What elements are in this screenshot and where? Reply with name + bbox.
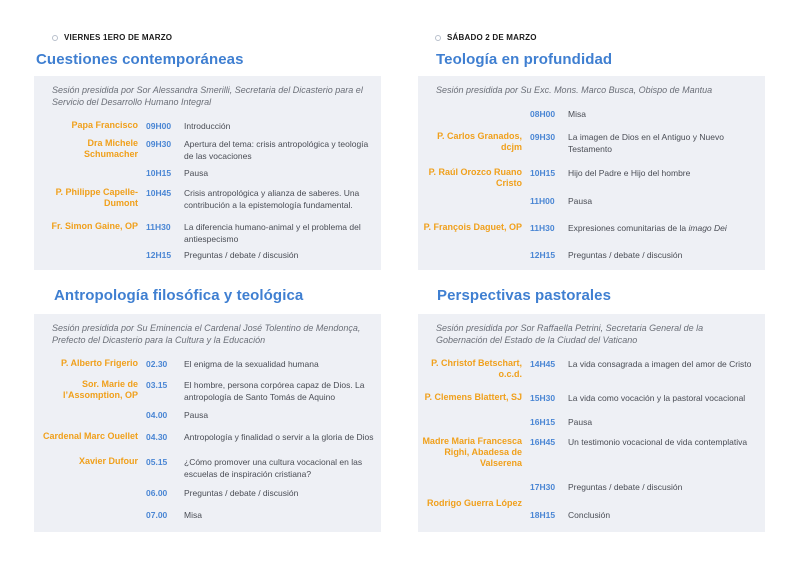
speaker-name: P. Philippe Capelle-Dumont bbox=[55, 187, 138, 208]
talk-title: Preguntas / debate / discusión bbox=[568, 250, 683, 260]
session-panel bbox=[34, 314, 381, 532]
talk-title-text: Expresiones comunitarias de la bbox=[568, 223, 687, 233]
talk-title: Pausa bbox=[568, 417, 593, 427]
talk-title: Preguntas / debate / discusión bbox=[184, 488, 299, 498]
section-title: Antropología filosófica y teológica bbox=[54, 287, 304, 304]
speaker-name: Fr. Simon Gaine, OP bbox=[51, 221, 138, 231]
bullet-icon bbox=[52, 35, 58, 41]
speaker-name: P. Carlos Granados, dcjm bbox=[437, 131, 522, 152]
time-slot: 14H45 bbox=[530, 359, 556, 369]
speaker-name: P. François Daguet, OP bbox=[423, 222, 522, 232]
talk-title: Pausa bbox=[568, 196, 593, 206]
talk-title: Pausa bbox=[184, 168, 209, 178]
talk-title: Apertura del tema: crisis antropológica y teología de las vocaciones bbox=[184, 139, 369, 161]
time-slot: 16H45 bbox=[530, 437, 556, 447]
time-slot: 10H15 bbox=[530, 168, 556, 178]
talk-title: Pausa bbox=[184, 410, 209, 420]
time-slot: 02.30 bbox=[146, 359, 168, 369]
session-panel bbox=[34, 76, 381, 270]
time-slot: 11H00 bbox=[530, 196, 555, 206]
talk-title: Preguntas / debate / discusión bbox=[184, 250, 299, 260]
time-slot: 04.30 bbox=[146, 432, 168, 442]
talk-title-italic: imago Dei bbox=[688, 223, 727, 233]
talk-title: Hijo del Padre e Hijo del hombre bbox=[568, 168, 691, 178]
section-title: Perspectivas pastorales bbox=[437, 287, 612, 304]
talk-title: Introducción bbox=[184, 121, 231, 131]
section-title: Teología en profundidad bbox=[436, 51, 613, 68]
time-slot: 07.00 bbox=[146, 510, 168, 520]
day-label: VIERNES 1ERO DE MARZO bbox=[64, 33, 173, 42]
speaker-name: Madre Maria Francesca Righi, Abadesa de Valserena bbox=[422, 436, 522, 468]
speaker-name: P. Clemens Blattert, SJ bbox=[424, 392, 522, 402]
time-slot: 16H15 bbox=[530, 417, 556, 427]
talk-title: La imagen de Dios en el Antiguo y Nuevo Testamento bbox=[568, 132, 724, 154]
time-slot: 09H30 bbox=[530, 132, 556, 142]
time-slot: 09H30 bbox=[146, 139, 172, 149]
day-header bbox=[52, 33, 172, 42]
section-title: Cuestiones contemporáneas bbox=[36, 51, 244, 68]
time-slot: 15H30 bbox=[530, 393, 556, 403]
time-slot: 05.15 bbox=[146, 457, 168, 467]
session-chair: Sesión presidida por Sor Alessandra Smerilli, Secretaria del Dicasterio para el Servicio del Desarrollo Humano Integral bbox=[52, 85, 363, 107]
speaker-name: Papa Francisco bbox=[71, 120, 138, 130]
day-header bbox=[435, 33, 537, 42]
time-slot: 08H00 bbox=[530, 109, 556, 119]
talk-title: La vida como vocación y la pastoral vocacional bbox=[568, 393, 746, 403]
time-slot: 10H15 bbox=[146, 168, 172, 178]
talk-title: Antropología y finalidad o servir a la gloria de Dios bbox=[184, 432, 374, 442]
time-slot: 03.15 bbox=[146, 380, 168, 390]
time-slot: 17H30 bbox=[530, 482, 556, 492]
talk-title: La vida consagrada a imagen del amor de Cristo bbox=[568, 359, 752, 369]
bullet-icon bbox=[435, 35, 441, 41]
speaker-name: P. Christof Betschart, o.c.d. bbox=[431, 358, 522, 379]
time-slot: 18H15 bbox=[530, 510, 556, 520]
talk-title: ¿Cómo promover una cultura vocacional en las escuelas de inspiración cristiana? bbox=[184, 457, 363, 479]
speaker-name: Xavier Dufour bbox=[78, 456, 138, 466]
talk-title: Preguntas / debate / discusión bbox=[568, 482, 683, 492]
session-chair: Sesión presidida por Su Exc. Mons. Marco Busca, Obispo de Mantua bbox=[436, 85, 713, 95]
talk-title: Misa bbox=[184, 510, 202, 520]
session-chair: Sesión presidida por Sor Raffaella Petrini, Secretaria General de la Gobernación del Estado de la Ciudad del Vaticano bbox=[436, 323, 704, 345]
speaker-name: Rodrigo Guerra López bbox=[426, 498, 522, 508]
speaker-name: Cardenal Marc Ouellet bbox=[42, 431, 138, 441]
time-slot: 11H30 bbox=[530, 223, 555, 233]
talk-title: Crisis antropológica y alianza de saberes. Una contribución a la epistemología fundamental. bbox=[184, 188, 360, 210]
speaker-name: P. Raúl Orozco Ruano Cristo bbox=[428, 167, 522, 188]
talk-title: Un testimonio vocacional de vida contemplativa bbox=[568, 437, 748, 447]
talk-title: El hombre, persona corpórea capaz de Dios. La antropología de Santo Tomás de Aquino bbox=[184, 380, 365, 402]
time-slot: 06.00 bbox=[146, 488, 168, 498]
talk-title bbox=[568, 222, 764, 234]
time-slot: 12H15 bbox=[146, 250, 172, 260]
time-slot: 09H00 bbox=[146, 121, 172, 131]
talk-title: La diferencia humano-animal y el problema del antiespecismo bbox=[184, 222, 361, 244]
talk-title: Misa bbox=[568, 109, 586, 119]
talk-title: Conclusión bbox=[568, 510, 611, 520]
day-label: SÁBADO 2 DE MARZO bbox=[447, 33, 537, 42]
time-slot: 12H15 bbox=[530, 250, 556, 260]
session-chair: Sesión presidida por Su Eminencia el Cardenal José Tolentino de Mendonça, Prefecto del Dicasterio para la Cultura y la Educación bbox=[52, 323, 361, 345]
speaker-name: Dra Michele Schumacher bbox=[83, 138, 138, 159]
session-panel bbox=[418, 314, 765, 532]
speaker-name: Sor. Marie de l’Assomption, OP bbox=[62, 379, 138, 400]
session-panel bbox=[418, 76, 765, 270]
time-slot: 04.00 bbox=[146, 410, 168, 420]
talk-title: El enigma de la sexualidad humana bbox=[184, 359, 319, 369]
time-slot: 10H45 bbox=[146, 188, 172, 198]
time-slot: 11H30 bbox=[146, 222, 171, 232]
speaker-name: P. Alberto Frigerio bbox=[60, 358, 138, 368]
